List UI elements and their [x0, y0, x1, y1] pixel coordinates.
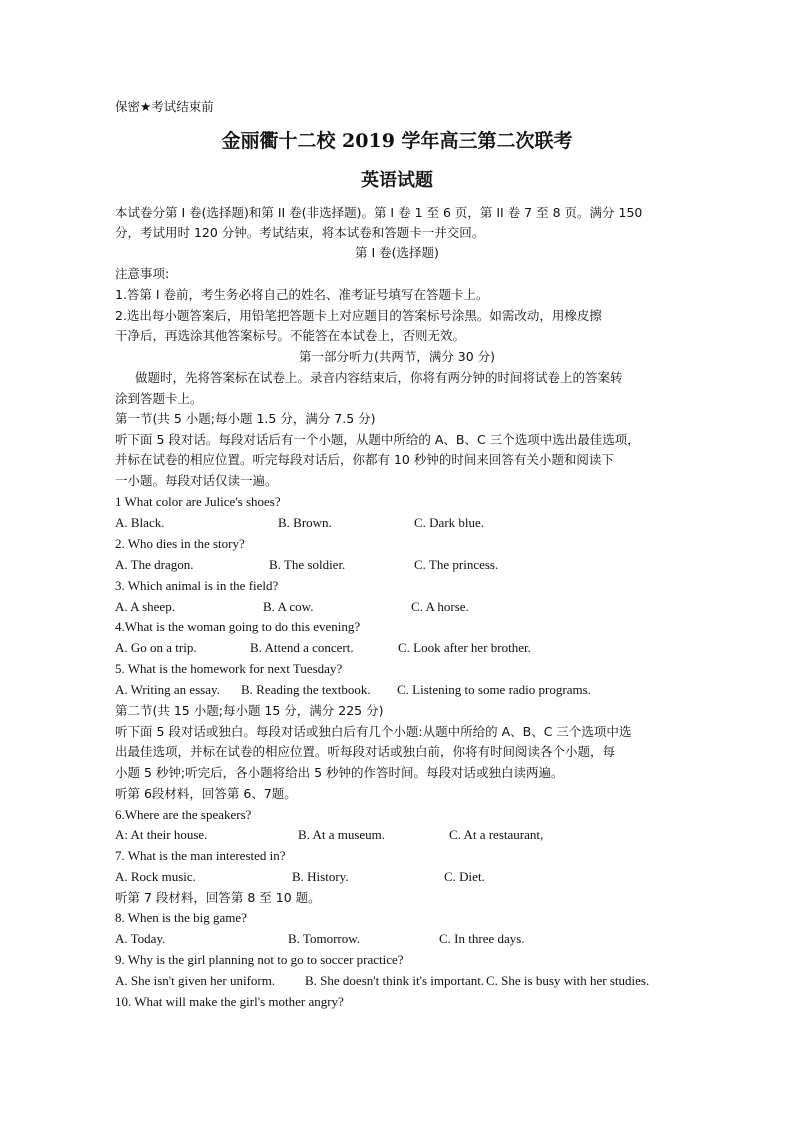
material-6-heading: 听第 6段材料，回答第 6、7题。 [115, 786, 297, 801]
question-8-option-b: B. Tomorrow. [288, 931, 361, 946]
intro-line-2: 分，考试用时 120 分钟。考试结束，将本试卷和答题卡一并交回。 [115, 225, 485, 240]
question-7: 7. What is the man interested in? [115, 848, 286, 863]
question-5-option-a: A. Writing an essay. [115, 682, 220, 697]
question-4-option-c: C. Look after her brother. [398, 640, 531, 655]
intro-line-1: 本试卷分第 I 卷(选择题)和第 II 卷(非选择题)。第 I 卷 1 至 6 页，第 II 卷 7 至 8 页。满分 150 [115, 205, 643, 220]
question-9-option-a: A. She isn't given her uniform. [115, 973, 276, 988]
section2-instruction-line-2: 出最佳选项，并标在试卷的相应位置。听每段对话或独白前，你将有时间阅读各个小题，每 [115, 744, 616, 759]
question-1-option-b: B. Brown. [278, 515, 332, 530]
question-8-option-c: C. In three days. [439, 931, 525, 946]
question-4-option-b: B. Attend a concert. [250, 640, 354, 655]
question-1-option-c: C. Dark blue. [414, 515, 485, 530]
material-7-heading: 听第 7 段材料，回答第 8 至 10 题。 [115, 890, 321, 905]
section1-heading: 第一节(共 5 小题;每小题 1.5 分，满分 7.5 分) [115, 411, 376, 426]
question-9-option-b: B. She doesn't think it's important. [305, 973, 485, 988]
part1-instruction-line-2: 涂到答题卡上。 [115, 391, 203, 406]
part1-instruction-line-1: 做题时，先将答案标在试卷上。录音内容结束后，你将有两分钟的时间将试卷上的答案转 [135, 370, 623, 385]
question-3-option-b: B. A cow. [263, 599, 314, 614]
notes-item-2-line-2: 干净后，再选涂其他答案标号。不能答在本试卷上，否则无效。 [115, 328, 466, 343]
question-6-option-a: A: At their house. [115, 827, 208, 842]
question-9: 9. Why is the girl planning not to go to soccer practice? [115, 952, 404, 967]
part1-heading: 第一部分听力(共两节，满分 30 分) [298, 349, 496, 364]
question-6: 6.Where are the speakers? [115, 807, 252, 822]
notes-heading: 注意事项: [115, 266, 170, 281]
question-4: 4.What is the woman going to do this evening? [115, 619, 361, 634]
section2-instruction-line-3: 小题 5 秒钟;听完后，各小题将给出 5 秒钟的作答时间。每段对话或独白读两遍。 [115, 765, 564, 780]
question-3-option-c: C. A horse. [411, 599, 469, 614]
question-5: 5. What is the homework for next Tuesday? [115, 661, 343, 676]
notes-item-2-line-1: 2.选出每小题答案后，用铅笔把答题卡上对应题目的答案标号涂黑。如需改动，用橡皮擦 [115, 308, 602, 323]
section2-heading: 第二节(共 15 小题;每小题 15 分，满分 225 分) [115, 703, 384, 718]
question-1: 1 What color are Julice's shoes? [115, 494, 281, 509]
question-2-option-b: B. The soldier. [269, 557, 346, 572]
question-10: 10. What will make the girl's mother angry? [115, 994, 344, 1009]
section2-instruction-line-1: 听下面 5 段对话或独白。每段对话或独白后有几个小题:从题中所给的 A、B、C 三个选项中选 [115, 724, 632, 739]
question-2: 2. Who dies in the story? [115, 536, 245, 551]
question-3-option-a: A. A sheep. [115, 599, 175, 614]
question-5-option-b: B. Reading the textbook. [241, 682, 371, 697]
question-1-option-a: A. Black. [115, 515, 165, 530]
question-7-option-b: B. History. [292, 869, 349, 884]
question-7-option-a: A. Rock music. [115, 869, 196, 884]
confidential-label: 保密★考试结束前 [115, 99, 214, 114]
question-5-option-c: C. Listening to some radio programs. [397, 682, 591, 697]
question-2-option-a: A. The dragon. [115, 557, 194, 572]
question-6-option-b: B. At a museum. [298, 827, 386, 842]
section1-instruction-line-2: 并标在试卷的相应位置。听完每段对话后，你都有 10 秒钟的时间来回答有关小题和阅读下 [115, 452, 614, 467]
question-8: 8. When is the big game? [115, 910, 247, 925]
question-9-option-c: C. She is busy with her studies. [486, 973, 650, 988]
exam-title: 金丽衢十二校 2019 学年高三第二次联考 [221, 130, 573, 152]
question-2-option-c: C. The princess. [414, 557, 499, 572]
question-4-option-a: A. Go on a trip. [115, 640, 197, 655]
section1-instruction-line-3: 一小题。每段对话仅读一遍。 [115, 473, 278, 488]
section1-instruction-line-1: 听下面 5 段对话。每段对话后有一个小题，从题中所给的 A、B、C 三个选项中选出最佳选项， [115, 432, 640, 447]
notes-item-1: 1.答第 I 卷前，考生务必将自己的姓名、准考证号填写在答题卡上。 [115, 287, 489, 302]
volume-heading: 第 I 卷(选择题) [355, 245, 439, 260]
subject-title: 英语试题 [361, 170, 433, 191]
question-7-option-c: C. Diet. [444, 869, 485, 884]
question-6-option-c: C. At a restaurant, [449, 827, 544, 842]
question-3: 3. Which animal is in the field? [115, 578, 279, 593]
question-8-option-a: A. Today. [115, 931, 166, 946]
